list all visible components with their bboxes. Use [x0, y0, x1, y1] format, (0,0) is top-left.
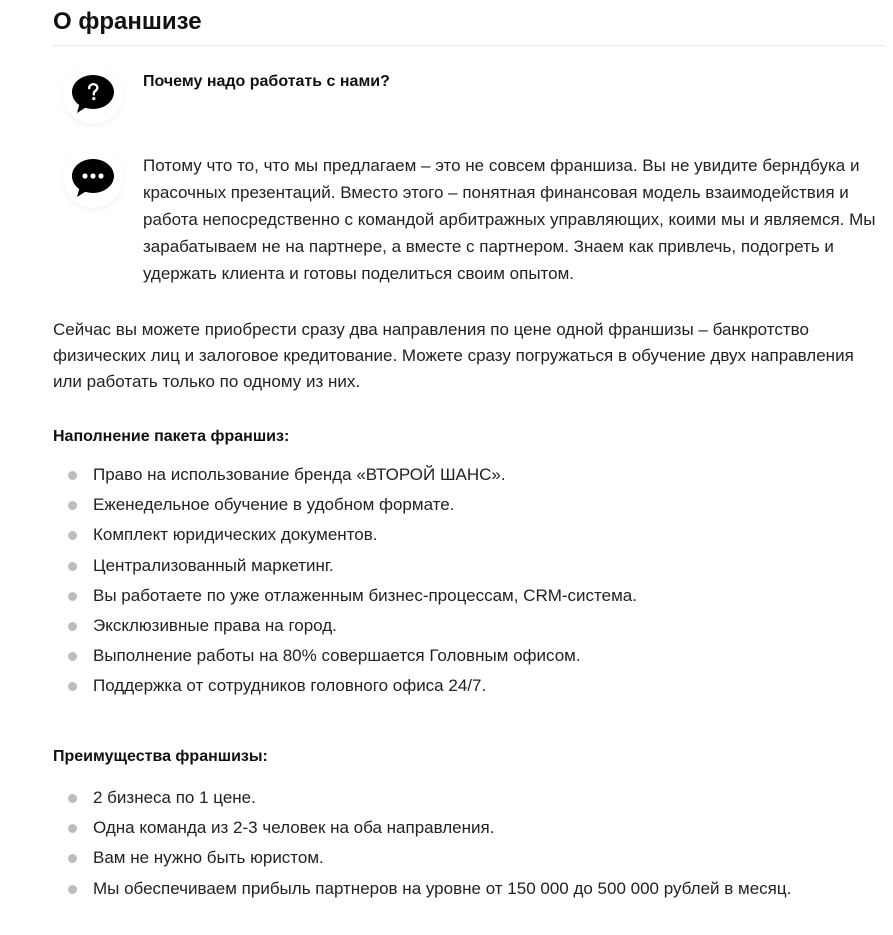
bullet-icon — [68, 531, 77, 540]
bullet-icon — [68, 622, 77, 631]
list-item-text: Выполнение работы на 80% совершается Головным офисом. — [93, 646, 581, 666]
list-item — [53, 551, 637, 581]
benefits-heading: Преимущества франшизы: — [53, 748, 268, 765]
bullet-icon — [68, 824, 77, 833]
answer-bubble — [63, 148, 123, 208]
qa-question: Почему надо работать с нами? — [143, 73, 390, 90]
benefits-list — [53, 783, 791, 904]
list-item — [53, 641, 637, 671]
list-item-text: Эксклюзивные права на город. — [93, 616, 337, 636]
ellipsis-bubble-icon — [69, 156, 117, 200]
list-item — [53, 671, 637, 701]
bullet-icon — [68, 501, 77, 510]
list-item-text: Вам не нужно быть юристом. — [93, 848, 324, 868]
bullet-icon — [68, 885, 77, 894]
list-item-text: Право на использование бренда «ВТОРОЙ ШАНС». — [93, 465, 506, 484]
bullet-icon — [68, 652, 77, 661]
list-item — [53, 460, 637, 490]
bullet-icon — [68, 854, 77, 863]
list-item-text: Одна команда из 2-3 человек на оба направления. — [93, 818, 495, 838]
list-item — [53, 611, 637, 641]
list-item — [53, 783, 791, 813]
bullet-icon — [68, 794, 77, 803]
bullet-icon — [68, 562, 77, 571]
question-bubble-icon — [69, 72, 117, 116]
list-item-text: Поддержка от сотрудников головного офиса 24/7. — [93, 676, 487, 696]
list-item — [53, 874, 791, 904]
bullet-icon — [68, 592, 77, 601]
title-divider — [53, 45, 885, 46]
package-heading: Наполнение пакета франшиз: — [53, 428, 290, 445]
intro-paragraph: Сейчас вы можете приобрести сразу два направления по цене одной франшизы – банкротство физических лиц и залоговое кредитование. Можете сразу погружаться в обучение двух направления или работать только по одному из них. — [53, 320, 854, 391]
list-item-text: Комплект юридических документов. — [93, 525, 378, 545]
list-item-text: Вы работаете по уже отлаженным бизнес-процессам, CRM-система. — [93, 585, 637, 605]
list-item-text: 2 бизнеса по 1 цене. — [93, 788, 256, 807]
list-item-text: Еженедельное обучение в удобном формате. — [93, 495, 455, 515]
list-item — [53, 813, 791, 843]
list-item — [53, 581, 637, 611]
qa-answer: Потому что то, что мы предлагаем – это не совсем франшиза. Вы не увидите берндбука и красочных презентаций. Вместо этого – понятная финансовая модель взаимодействия и работа непосредственно с командой арбитражных управляющих, коими мы и являемся. Мы зарабатываем не на партнере, а вместе с партнером. Знаем как привлечь, подогреть и удержать клиента и готовы поделиться своим опытом. — [143, 156, 876, 283]
list-item-text: Мы обеспечиваем прибыль партнеров на уровне от 150 000 до 500 000 рублей в месяц. — [93, 878, 792, 898]
bullet-icon — [68, 682, 77, 691]
question-bubble — [63, 64, 123, 124]
package-list — [53, 460, 637, 702]
list-item-text: Централизованный маркетинг. — [93, 555, 334, 575]
list-item — [53, 843, 791, 873]
list-item — [53, 520, 637, 550]
bullet-icon — [68, 471, 77, 480]
list-item — [53, 490, 637, 520]
page-title: О франшизе — [53, 8, 202, 35]
